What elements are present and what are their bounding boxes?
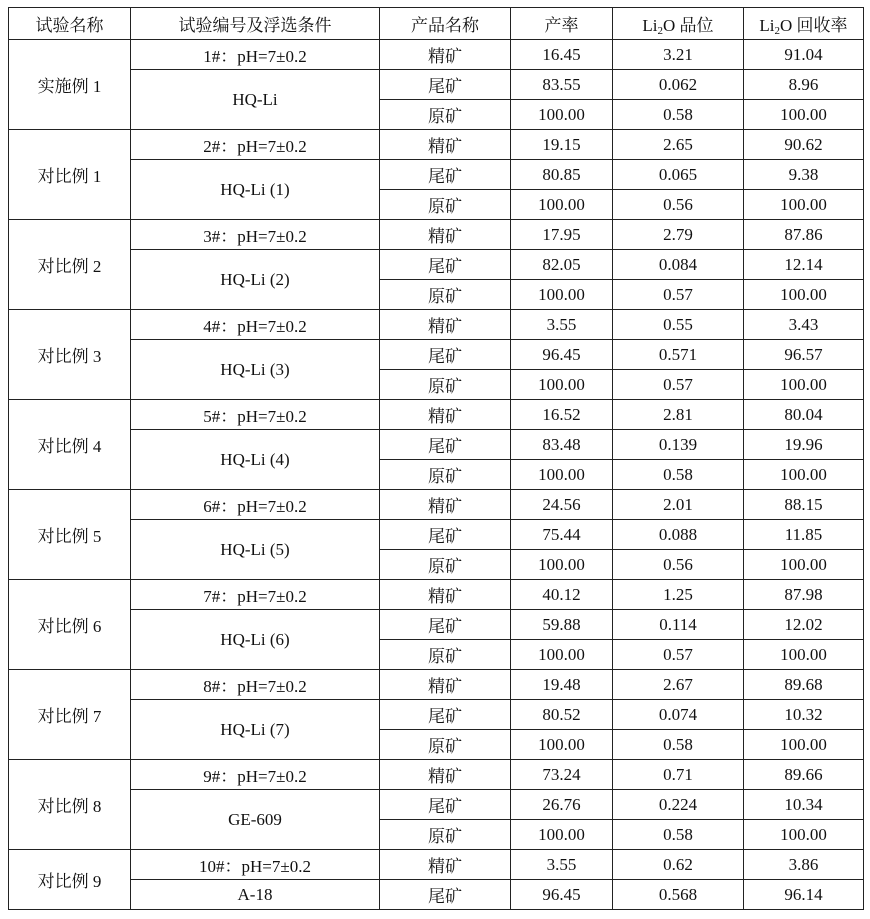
condition-cell: 6#：pH=7±0.2 — [131, 490, 380, 520]
recovery-cell: 100.00 — [744, 730, 864, 760]
condition-cell: 2#：pH=7±0.2 — [131, 130, 380, 160]
yield-cell: 100.00 — [511, 550, 613, 580]
yield-cell: 96.45 — [511, 340, 613, 370]
recovery-cell: 100.00 — [744, 460, 864, 490]
product-cell: 精矿 — [380, 490, 511, 520]
product-cell: 精矿 — [380, 130, 511, 160]
yield-cell: 3.55 — [511, 850, 613, 880]
table-row — [9, 70, 864, 100]
grade-cell: 0.062 — [613, 70, 744, 100]
test-name-cell: 实施例 1 — [9, 40, 131, 130]
test-name-cell: 对比例 7 — [9, 670, 131, 760]
table-row — [9, 670, 864, 700]
reagent-cell: HQ-Li (7) — [131, 700, 380, 760]
recovery-cell: 8.96 — [744, 70, 864, 100]
product-cell: 尾矿 — [380, 610, 511, 640]
product-cell: 尾矿 — [380, 880, 511, 910]
product-cell: 尾矿 — [380, 340, 511, 370]
recovery-cell: 90.62 — [744, 130, 864, 160]
condition-cell: 8#：pH=7±0.2 — [131, 670, 380, 700]
yield-cell: 73.24 — [511, 760, 613, 790]
product-cell: 尾矿 — [380, 700, 511, 730]
product-cell: 原矿 — [380, 730, 511, 760]
header-product-name: 产品名称 — [380, 8, 511, 40]
table-row — [9, 130, 864, 160]
grade-cell: 0.57 — [613, 370, 744, 400]
condition-cell: 9#：pH=7±0.2 — [131, 760, 380, 790]
grade-cell: 2.01 — [613, 490, 744, 520]
product-cell: 精矿 — [380, 310, 511, 340]
yield-cell: 100.00 — [511, 640, 613, 670]
grade-cell: 0.58 — [613, 730, 744, 760]
grade-cell: 2.65 — [613, 130, 744, 160]
grade-cell: 1.25 — [613, 580, 744, 610]
table-row — [9, 880, 864, 910]
product-cell: 原矿 — [380, 820, 511, 850]
yield-cell: 19.48 — [511, 670, 613, 700]
yield-cell: 80.52 — [511, 700, 613, 730]
header-grade-prefix: Li — [642, 16, 658, 35]
condition-cell: 7#：pH=7±0.2 — [131, 580, 380, 610]
header-grade-suffix: O 品位 — [663, 16, 714, 35]
grade-cell: 0.71 — [613, 760, 744, 790]
product-cell: 原矿 — [380, 460, 511, 490]
recovery-cell: 100.00 — [744, 190, 864, 220]
recovery-cell: 12.02 — [744, 610, 864, 640]
reagent-cell: A-18 — [131, 880, 380, 910]
yield-cell: 82.05 — [511, 250, 613, 280]
header-yield: 产率 — [511, 8, 613, 40]
reagent-cell: HQ-Li (5) — [131, 520, 380, 580]
recovery-cell: 89.68 — [744, 670, 864, 700]
table-row — [9, 340, 864, 370]
recovery-cell: 100.00 — [744, 370, 864, 400]
grade-cell: 0.139 — [613, 430, 744, 460]
yield-cell: 100.00 — [511, 100, 613, 130]
header-recovery-sub: 2 — [774, 25, 781, 37]
recovery-cell: 80.04 — [744, 400, 864, 430]
test-name-cell: 对比例 8 — [9, 760, 131, 850]
yield-cell: 3.55 — [511, 310, 613, 340]
recovery-cell: 19.96 — [744, 430, 864, 460]
reagent-cell: HQ-Li — [131, 70, 380, 130]
grade-cell: 2.81 — [613, 400, 744, 430]
grade-cell: 3.21 — [613, 40, 744, 70]
table-row — [9, 700, 864, 730]
yield-cell: 59.88 — [511, 610, 613, 640]
product-cell: 原矿 — [380, 550, 511, 580]
yield-cell: 100.00 — [511, 820, 613, 850]
product-cell: 精矿 — [380, 40, 511, 70]
table-row — [9, 520, 864, 550]
condition-cell: 1#：pH=7±0.2 — [131, 40, 380, 70]
header-test-name: 试验名称 — [9, 8, 131, 40]
reagent-cell: HQ-Li (2) — [131, 250, 380, 310]
product-cell: 精矿 — [380, 760, 511, 790]
reagent-cell: HQ-Li (6) — [131, 610, 380, 670]
grade-cell: 0.074 — [613, 700, 744, 730]
table-row — [9, 790, 864, 820]
grade-cell: 0.065 — [613, 160, 744, 190]
table-row — [9, 250, 864, 280]
recovery-cell: 88.15 — [744, 490, 864, 520]
yield-cell: 83.55 — [511, 70, 613, 100]
table-row — [9, 310, 864, 340]
recovery-cell: 91.04 — [744, 40, 864, 70]
product-cell: 原矿 — [380, 190, 511, 220]
table-row — [9, 430, 864, 460]
grade-cell: 2.79 — [613, 220, 744, 250]
recovery-cell: 12.14 — [744, 250, 864, 280]
table-row — [9, 580, 864, 610]
recovery-cell: 87.86 — [744, 220, 864, 250]
table-body — [9, 40, 864, 910]
reagent-cell: HQ-Li (4) — [131, 430, 380, 490]
test-name-cell: 对比例 9 — [9, 850, 131, 910]
recovery-cell: 89.66 — [744, 760, 864, 790]
test-name-cell: 对比例 6 — [9, 580, 131, 670]
table-row — [9, 220, 864, 250]
recovery-cell: 87.98 — [744, 580, 864, 610]
condition-cell: 3#：pH=7±0.2 — [131, 220, 380, 250]
grade-cell: 0.55 — [613, 310, 744, 340]
product-cell: 原矿 — [380, 370, 511, 400]
recovery-cell: 96.57 — [744, 340, 864, 370]
recovery-cell: 3.86 — [744, 850, 864, 880]
reagent-cell: GE-609 — [131, 790, 380, 850]
product-cell: 尾矿 — [380, 430, 511, 460]
test-name-cell: 对比例 2 — [9, 220, 131, 310]
test-name-cell: 对比例 5 — [9, 490, 131, 580]
product-cell: 精矿 — [380, 220, 511, 250]
recovery-cell: 3.43 — [744, 310, 864, 340]
recovery-cell: 10.34 — [744, 790, 864, 820]
yield-cell: 16.52 — [511, 400, 613, 430]
recovery-cell: 100.00 — [744, 280, 864, 310]
product-cell: 尾矿 — [380, 160, 511, 190]
recovery-cell: 100.00 — [744, 550, 864, 580]
condition-cell: 4#：pH=7±0.2 — [131, 310, 380, 340]
product-cell: 精矿 — [380, 580, 511, 610]
product-cell: 尾矿 — [380, 520, 511, 550]
header-recovery-suffix: O 回收率 — [780, 16, 848, 35]
recovery-cell: 100.00 — [744, 820, 864, 850]
yield-cell: 100.00 — [511, 190, 613, 220]
grade-cell: 0.568 — [613, 880, 744, 910]
grade-cell: 0.58 — [613, 460, 744, 490]
yield-cell: 17.95 — [511, 220, 613, 250]
grade-cell: 0.57 — [613, 640, 744, 670]
yield-cell: 19.15 — [511, 130, 613, 160]
yield-cell: 24.56 — [511, 490, 613, 520]
recovery-cell: 10.32 — [744, 700, 864, 730]
yield-cell: 16.45 — [511, 40, 613, 70]
table-row — [9, 850, 864, 880]
grade-cell: 0.114 — [613, 610, 744, 640]
yield-cell: 26.76 — [511, 790, 613, 820]
table-row — [9, 400, 864, 430]
grade-cell: 0.58 — [613, 100, 744, 130]
condition-cell: 10#：pH=7±0.2 — [131, 850, 380, 880]
product-cell: 尾矿 — [380, 790, 511, 820]
yield-cell: 100.00 — [511, 730, 613, 760]
test-name-cell: 对比例 3 — [9, 310, 131, 400]
header-grade — [613, 8, 744, 40]
product-cell: 精矿 — [380, 670, 511, 700]
yield-cell: 100.00 — [511, 370, 613, 400]
table-row — [9, 160, 864, 190]
test-name-cell: 对比例 4 — [9, 400, 131, 490]
grade-cell: 0.57 — [613, 280, 744, 310]
yield-cell: 100.00 — [511, 460, 613, 490]
header-row — [9, 8, 864, 40]
product-cell: 原矿 — [380, 100, 511, 130]
flotation-results-table — [8, 7, 864, 910]
grade-cell: 0.62 — [613, 850, 744, 880]
table-row — [9, 40, 864, 70]
header-recovery — [744, 8, 864, 40]
table-row — [9, 610, 864, 640]
yield-cell: 96.45 — [511, 880, 613, 910]
grade-cell: 0.088 — [613, 520, 744, 550]
product-cell: 原矿 — [380, 640, 511, 670]
recovery-cell: 100.00 — [744, 640, 864, 670]
yield-cell: 40.12 — [511, 580, 613, 610]
yield-cell: 100.00 — [511, 280, 613, 310]
table-row — [9, 760, 864, 790]
product-cell: 精矿 — [380, 400, 511, 430]
grade-cell: 0.224 — [613, 790, 744, 820]
recovery-cell: 96.14 — [744, 880, 864, 910]
grade-cell: 0.58 — [613, 820, 744, 850]
grade-cell: 0.56 — [613, 550, 744, 580]
reagent-cell: HQ-Li (1) — [131, 160, 380, 220]
yield-cell: 80.85 — [511, 160, 613, 190]
product-cell: 尾矿 — [380, 250, 511, 280]
header-test-no-conditions: 试验编号及浮选条件 — [131, 8, 380, 40]
header-grade-sub: 2 — [657, 25, 664, 37]
table-container — [8, 7, 864, 910]
product-cell: 尾矿 — [380, 70, 511, 100]
grade-cell: 2.67 — [613, 670, 744, 700]
grade-cell: 0.571 — [613, 340, 744, 370]
table-row — [9, 490, 864, 520]
product-cell: 原矿 — [380, 280, 511, 310]
recovery-cell: 9.38 — [744, 160, 864, 190]
reagent-cell: HQ-Li (3) — [131, 340, 380, 400]
condition-cell: 5#：pH=7±0.2 — [131, 400, 380, 430]
test-name-cell: 对比例 1 — [9, 130, 131, 220]
grade-cell: 0.084 — [613, 250, 744, 280]
recovery-cell: 11.85 — [744, 520, 864, 550]
product-cell: 精矿 — [380, 850, 511, 880]
yield-cell: 83.48 — [511, 430, 613, 460]
header-recovery-prefix: Li — [759, 16, 775, 35]
recovery-cell: 100.00 — [744, 100, 864, 130]
yield-cell: 75.44 — [511, 520, 613, 550]
grade-cell: 0.56 — [613, 190, 744, 220]
